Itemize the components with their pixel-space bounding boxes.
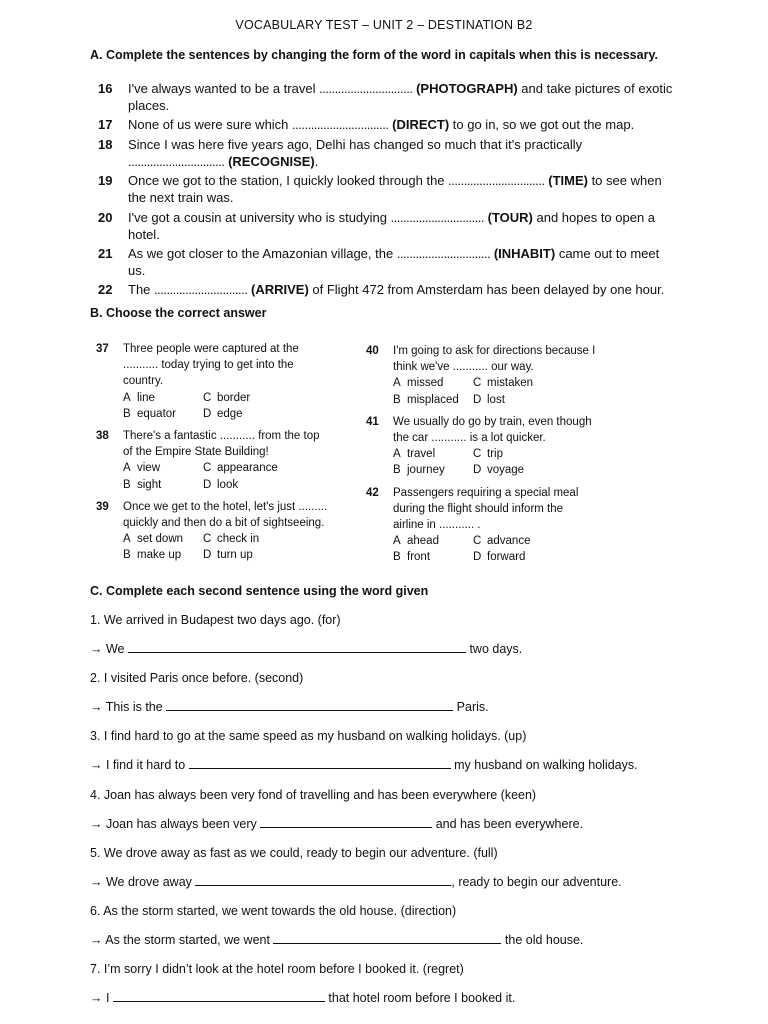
mc-question [96,499,336,564]
arrow-icon: → [90,933,103,948]
option-letter: A [393,448,401,461]
option-letter: D [473,464,482,477]
answer-end: Paris. [453,700,489,715]
transformation-prompt: 4. Joan has always been very fond of travelling and has been everywhere (keen) [90,787,537,802]
answer-gap[interactable]: .............................. [154,282,248,298]
option-letter: D [203,407,212,420]
answer-start: Joan has always been very [105,816,261,831]
transformation-prompt: 6. As the storm started, we went towards the old house. (direction) [90,903,457,918]
sentence-before: Once we got to the station, I quickly looked through the [128,173,449,189]
option[interactable] [203,406,283,422]
section-c-list [90,610,710,1017]
question-line: Once we get to the hotel, let's just ......... [123,500,328,513]
option-letter: B [393,393,401,406]
option-letter: B [393,464,401,477]
option[interactable] [473,392,553,408]
mc-question [366,343,616,408]
option-letter: A [123,533,131,546]
sentence-before: I've got a cousin at university who is studying [128,209,391,225]
sentence-before: As we got closer to the Amazonian village, the [128,245,397,261]
answer-gap[interactable]: ............................... [292,117,389,133]
sentence-after: to go in, so we got out the map. [449,117,635,133]
mc-question [96,341,336,422]
option-row [393,392,616,408]
option[interactable] [393,462,473,478]
item-sentence [128,80,678,114]
option-row [123,390,336,406]
option[interactable] [393,533,473,549]
option-text: make up [137,549,182,562]
option-letter: C [203,391,212,404]
option-text: trip [487,448,503,461]
transformation-prompt: 3. I find hard to go at the same speed as my husband on walking holidays. (up) [90,729,527,744]
option-text: check in [217,533,260,546]
question-line: Three people were captured at the [123,343,299,355]
question-number: 40 [366,345,379,357]
sentence-after: and take pictures of exotic places. [128,81,673,113]
option[interactable] [123,477,203,493]
option[interactable] [203,531,283,547]
transformation-answer [90,814,710,843]
option-letter: D [203,478,212,491]
capital-word: (RECOGNISE) [228,153,315,169]
answer-blank[interactable] [113,990,325,1002]
answer-end: , ready to begin our adventure. [451,874,622,889]
item-sentence [128,209,678,243]
section-a-heading: A. Complete the sentences by changing the form of the word in capitals when this is necessary. [90,48,658,62]
answer-gap[interactable]: ............................... [128,153,225,169]
option-letter: D [473,393,482,406]
mc-question [96,428,336,493]
transformation-answer [90,930,710,959]
arrow-icon: → [90,700,103,715]
capital-word: (DIRECT) [392,117,450,133]
option[interactable] [123,390,203,406]
option[interactable] [123,531,203,547]
option-text: look [217,478,239,491]
capital-word: (INHABIT) [493,245,556,261]
item-number: 21 [98,245,113,261]
transformation-answer [90,639,710,668]
option-letter: C [473,377,482,390]
arrow-icon: → [90,991,103,1006]
option[interactable] [393,392,473,408]
section-a-item [98,281,678,298]
answer-end: my husband on walking holidays. [450,758,638,773]
mc-question [366,485,616,566]
item-number: 16 [98,81,113,96]
capital-word: (TIME) [548,173,588,189]
option-text: mistaken [487,377,534,390]
option-letter: B [393,551,401,564]
option-row [123,477,336,493]
option[interactable] [123,460,203,476]
sentence-after: and hopes to open a hotel. [128,209,656,242]
section-c-heading: C. Complete each second sentence using the word given [90,584,429,598]
transformation-answer [90,988,710,1017]
question-line: ........... today trying to get into the [123,359,294,372]
answer-start: As the storm started, we went [105,933,274,948]
answer-gap[interactable]: .............................. [390,209,484,225]
sentence-after: . [314,153,319,169]
transformation-answer [90,697,710,726]
option[interactable] [123,406,203,422]
sentence-after: of Flight 472 from Amsterdam has been delayed by one hour. [308,282,665,298]
answer-start: This is the [105,700,167,715]
item-sentence [128,116,678,133]
answer-blank[interactable] [260,816,432,828]
question-line: There's a fantastic ........... from the top [123,430,320,443]
question-line: We usually do go by train, even though [393,415,592,428]
option-text: line [137,391,155,404]
item-sentence [128,136,678,170]
option-letter: A [123,462,131,475]
answer-gap[interactable]: .............................. [396,245,491,261]
transformation-prompt: 2. I visited Paris once before. (second) [90,671,304,686]
section-a-item [98,116,678,133]
option-text: lost [487,393,505,406]
option[interactable] [473,549,553,565]
answer-end: two days. [465,642,523,657]
option-row [123,547,336,563]
option-text: set down [137,533,184,546]
option-row [393,533,616,549]
option-letter: C [203,462,212,475]
arrow-icon: → [90,816,103,831]
item-number: 20 [98,209,113,225]
question-number: 42 [366,486,379,499]
option-row [393,462,616,478]
section-a-item [98,80,678,114]
question-line: airline in ........... . [393,519,481,532]
option-text: sight [137,478,162,491]
answer-gap[interactable]: ............................... [448,173,545,189]
answer-start: We drove away [105,874,196,889]
option-text: journey [407,464,445,477]
option-text: edge [217,407,243,420]
question-line: think we've ........... our way. [393,361,534,374]
question-number: 39 [96,500,109,513]
option-text: missed [407,377,444,390]
option-text: travel [407,448,436,461]
answer-blank[interactable] [128,641,466,653]
option[interactable] [203,460,283,476]
question-number: 37 [96,343,109,355]
option-row [123,531,336,547]
option-row [123,406,336,422]
option[interactable] [203,477,283,493]
option-text: forward [487,551,526,564]
sentence-before: Since I was here five years ago, Delhi has changed so much that it's practically [128,136,583,152]
question-line: quickly and then do a bit of sightseeing. [123,517,325,530]
option-letter: C [473,448,482,461]
mc-question [366,414,616,479]
sentence-before: None of us were sure which [128,117,293,133]
option-text: appearance [217,462,278,475]
option-letter: B [123,478,131,491]
option-letter: A [123,391,131,404]
option-text: view [137,462,161,475]
option[interactable] [203,547,283,563]
arrow-icon: → [90,642,103,657]
option[interactable] [393,446,473,462]
question-line: I'm going to ask for directions because I [393,345,596,357]
option-letter: D [473,551,482,564]
answer-end: and has been everywhere. [432,816,584,831]
section-b-left-column [96,341,336,570]
item-sentence [128,172,678,206]
option-text: turn up [217,549,253,562]
option[interactable] [393,375,473,391]
option-text: misplaced [407,393,459,406]
section-a-list [98,80,678,301]
option-letter: A [393,377,401,390]
section-a-item [98,172,678,206]
option-text: advance [487,535,531,548]
option-letter: B [123,407,131,420]
option-text: border [217,391,251,404]
question-line: during the flight should inform the [393,502,564,515]
option[interactable] [473,446,553,462]
answer-start: I find it hard to [105,758,189,773]
section-b-heading: B. Choose the correct answer [90,306,267,320]
answer-start: We [105,642,128,657]
question-number: 41 [366,415,379,428]
sentence-after: to see when the next train was. [128,173,662,206]
sentence-after: came out to meet us. [128,245,660,278]
item-number: 22 [98,282,113,298]
option[interactable] [473,533,553,549]
answer-end: the old house. [501,933,584,948]
option-row [393,549,616,565]
option[interactable] [473,462,553,478]
answer-blank[interactable] [195,874,451,886]
option[interactable] [393,549,473,565]
arrow-icon: → [90,874,103,889]
question-line: country. [123,375,164,388]
option-text: front [407,551,431,564]
option-row [393,375,616,391]
option-row [393,446,616,462]
section-a-item [98,209,678,243]
arrow-icon: → [90,758,103,773]
section-a-item [98,136,678,170]
item-sentence [128,281,678,298]
item-number: 17 [98,117,113,133]
transformation-prompt: 1. We arrived in Budapest two days ago. (for) [90,613,341,627]
option[interactable] [203,390,283,406]
section-a-item [98,245,678,279]
transformation-answer [90,872,710,901]
answer-start: I [105,991,113,1006]
transformation-prompt: 5. We drove away as fast as we could, ready to begin our adventure. (full) [90,845,498,860]
capital-word: (PHOTOGRAPH) [416,81,518,96]
capital-word: (ARRIVE) [251,282,309,298]
question-number: 38 [96,430,109,443]
option[interactable] [473,375,553,391]
capital-word: (TOUR) [487,209,533,225]
transformation-prompt: 7. I’m sorry I didn’t look at the hotel room before I booked it. (regret) [90,962,464,977]
option-text: ahead [407,535,439,548]
question-line: of the Empire State Building! [123,446,269,459]
option-text: equator [137,407,177,420]
option-letter: C [203,533,212,546]
option-text: voyage [487,464,525,477]
sentence-before: The [128,282,155,298]
question-line: Passengers requiring a special meal [393,486,579,499]
question-line: the car ........... is a lot quicker. [393,432,546,445]
item-number: 18 [98,136,113,152]
answer-blank[interactable] [166,699,453,711]
answer-blank[interactable] [189,757,451,769]
transformation-answer [90,755,710,784]
option-letter: C [473,535,482,548]
option-row [123,460,336,476]
answer-gap[interactable]: .............................. [319,81,413,96]
answer-end: that hotel room before I booked it. [324,991,516,1006]
answer-blank[interactable] [273,932,501,944]
option-letter: B [123,549,131,562]
item-sentence [128,245,678,279]
option[interactable] [123,547,203,563]
item-number: 19 [98,173,113,189]
sentence-before: I've always wanted to be a travel [128,81,320,96]
option-letter: A [393,535,401,548]
option-letter: D [203,549,212,562]
page-title: VOCABULARY TEST – UNIT 2 – DESTINATION B2 [235,18,533,32]
section-b-right-column [366,343,616,572]
